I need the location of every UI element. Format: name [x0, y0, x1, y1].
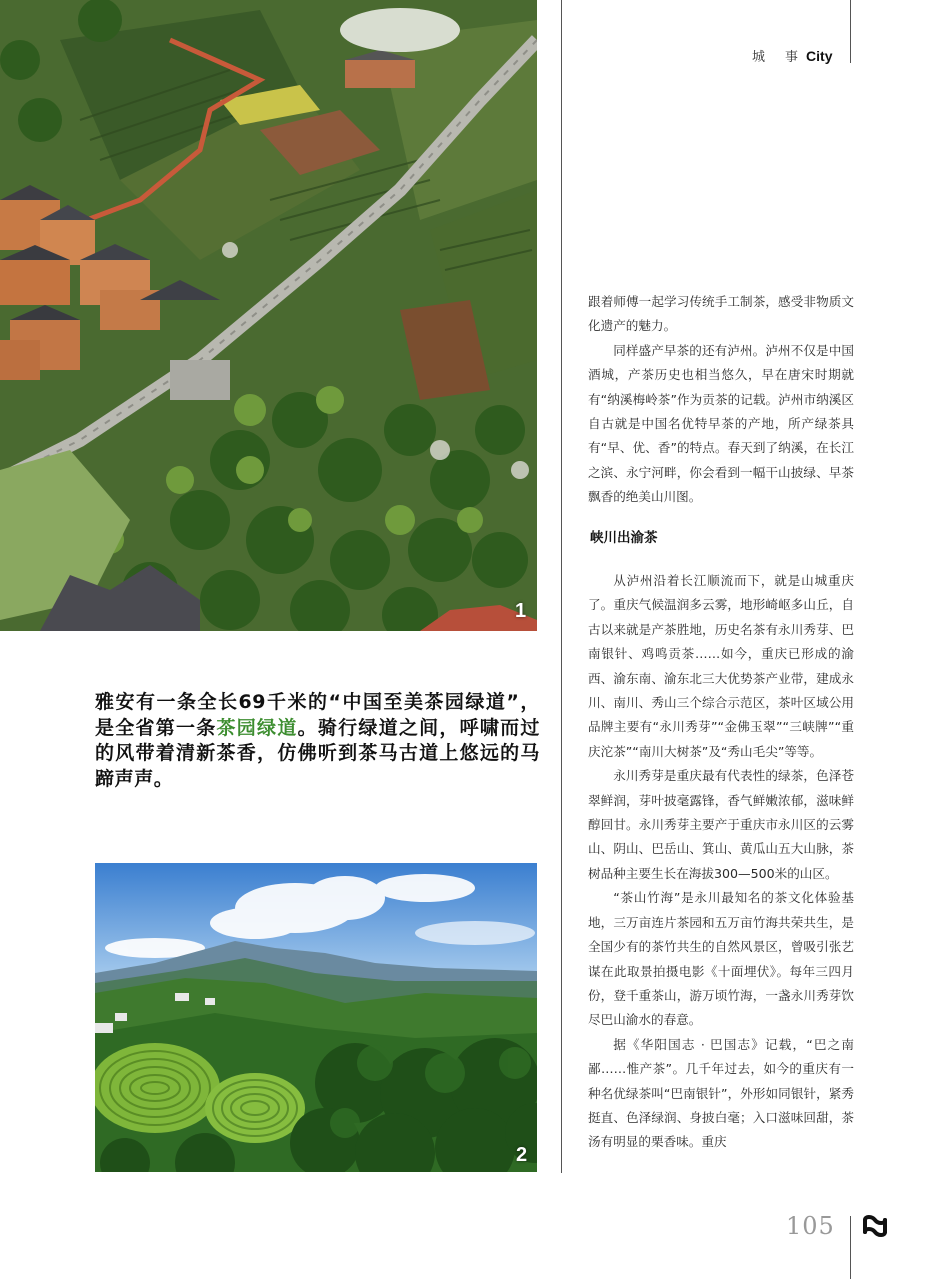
paragraph: 同样盛产早茶的还有泸州。泸州不仅是中国酒城，产茶历史也相当悠久，早在唐宋时期就有“纳溪梅岭茶”作为贡茶的记载。泸州市纳溪区自古就是中国名优特早茶的产地，所产绿茶具有“早、优、香”的特点。春天到了纳溪，在长江之滨、永宁河畔，你会看到一幅干山披绿、早茶飘香的绝美山川图。: [588, 342, 854, 505]
section-label-english: City: [806, 48, 833, 64]
section-label: [752, 46, 832, 65]
pull-quote-part-2: 。骑行绿道之间，呼啸而过的风带着清新茶香，仿佛听到茶马古道上悠远的马蹄声声。: [95, 716, 540, 790]
section-subheading: 峡川出渝茶: [590, 530, 658, 546]
paragraph: 据《华阳国志 · 巴国志》记载，“巴之南鄙……惟产茶”。几千年过去，如今的重庆有一种名优绿茶叫“巴南银针”，外形如同银针，紧秀挺直、色泽绿润、身披白毫；入口滋味回甜，茶汤有明显的栗香味。重庆: [588, 1036, 854, 1150]
pull-quote-part-1: 雅安有一条全长69千米的“中国至美茶园绿道”，是全省第一条: [95, 691, 540, 739]
aerial-tea-garden-photo: [0, 0, 537, 631]
tea-hills-landscape-photo: [95, 863, 537, 1172]
pull-quote: [95, 690, 540, 792]
pull-quote-highlight: 茶园绿道: [216, 716, 298, 739]
footer-rule: [850, 1216, 851, 1279]
aerial-photo-illustration: [0, 0, 537, 631]
section-label-char-1: 城: [752, 50, 766, 65]
article-text-bottom: [588, 569, 854, 1155]
section-label-char-2: 事: [785, 50, 799, 65]
photo-number-1: 1: [515, 600, 527, 622]
paragraph: 跟着师傅一起学习传统手工制茶，感受非物质文化遗产的魅力。: [588, 294, 854, 334]
page-number: 105: [786, 1212, 835, 1240]
paragraph: 从泸州沿着长江顺流而下，就是山城重庆了。重庆气候温润多云雾，地形崎岖多山丘，自古以来就是产茶胜地，历史名茶有永川秀芽、巴南银针、鸡鸣贡茶……如今，重庆已形成的渝西、渝东南、渝东北三大优势茶产业带，建成永川、南川、秀山三个综合示范区，茶叶区域公用品牌主要有“永川秀芽”“金佛玉翠”“三峡牌”“重庆沱茶”“南川大树茶”及“秀山毛尖”等等。: [588, 573, 854, 759]
photo-number-2: 2: [516, 1144, 528, 1166]
landscape-photo-illustration: [95, 863, 537, 1172]
article-text-top: [588, 290, 854, 510]
paragraph: “茶山竹海”是永川最知名的茶文化体验基地，三万亩连片茶园和五万亩竹海共荣共生，是全国少有的茶竹共生的自然风景区，曾吸引张艺谋在此取景拍摄电影《十面埋伏》。每年三四月份，登千重茶山，游万顷竹海，一盏永川秀芽饮尽巴山渝水的春意。: [588, 890, 854, 1028]
column-divider: [561, 0, 562, 1173]
paragraph: 永川秀芽是重庆最有代表性的绿茶，色泽苍翠鲜润，芽叶披毫露锋，香气鲜嫩浓郁，滋味鲜醇回甘。永川秀芽主要产于重庆市永川区的云雾山、阴山、巴岳山、箕山、黄瓜山五大山脉，茶树品种主要生长在海拔300—500米的山区。: [588, 768, 854, 881]
magazine-logo-icon: [862, 1214, 888, 1238]
header-rule: [850, 0, 851, 63]
